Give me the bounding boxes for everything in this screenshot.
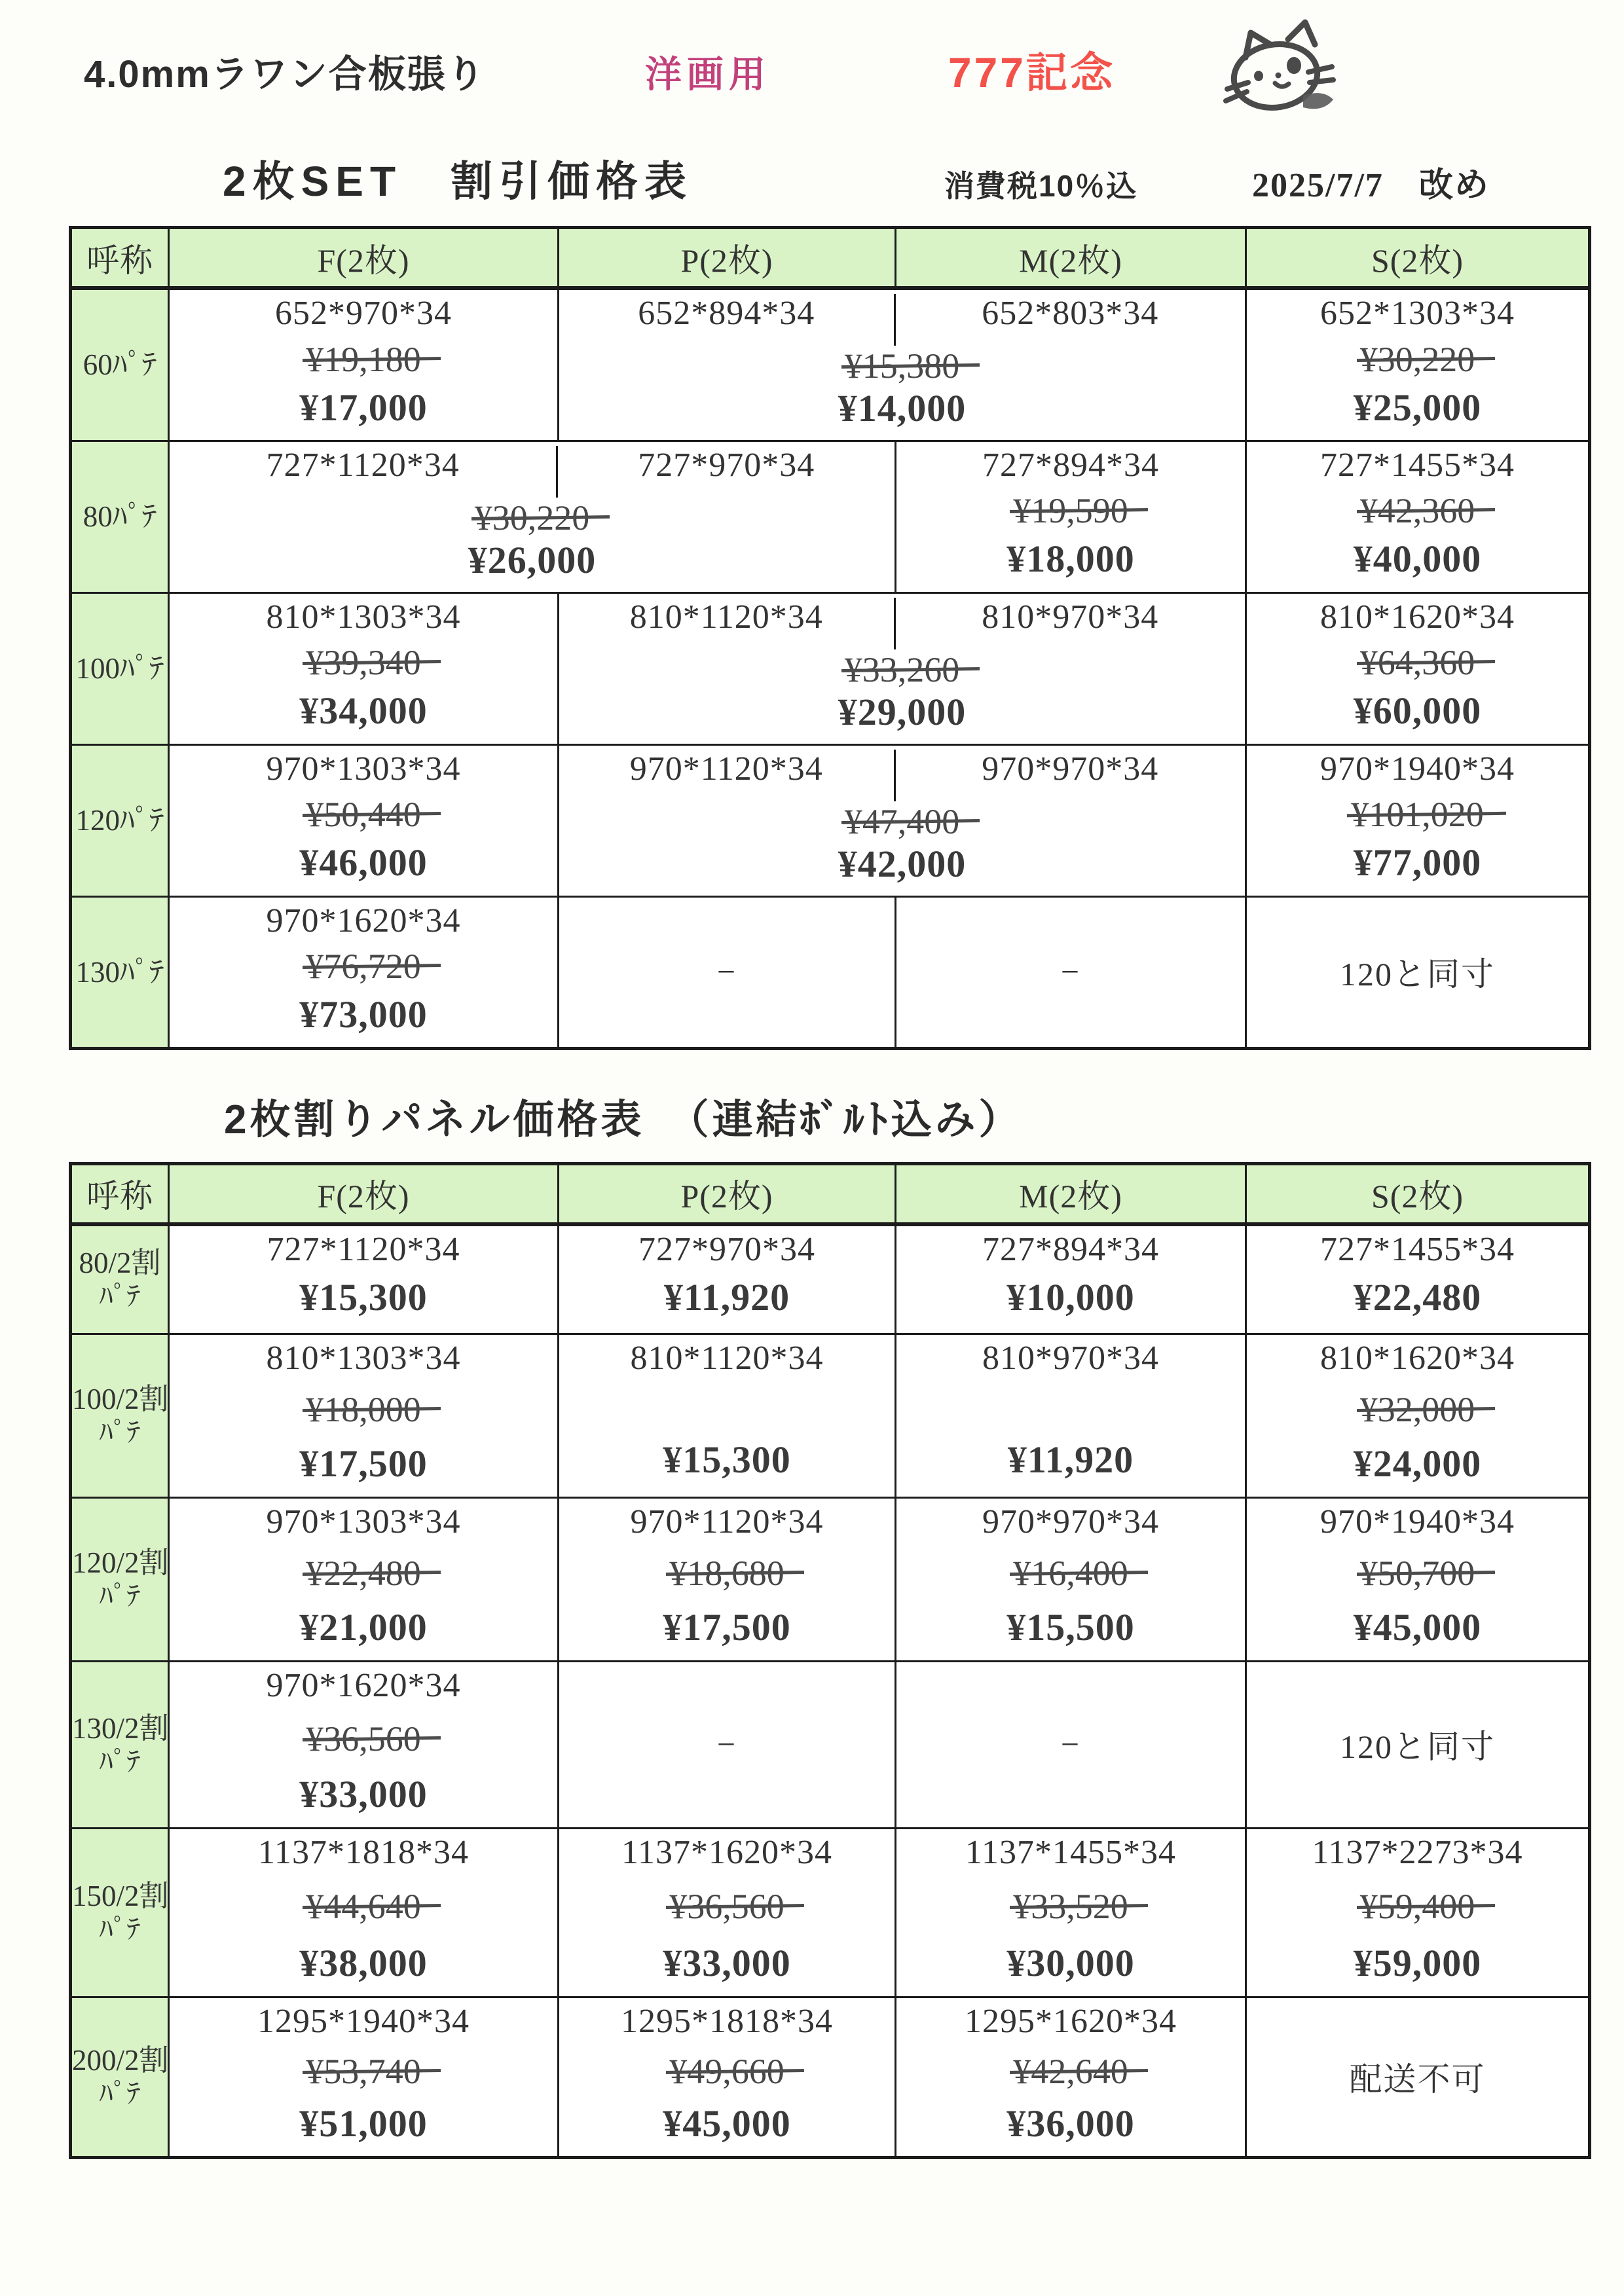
old-price-value: ¥33,260 [844, 649, 960, 689]
panel-dimensions: 1137*1620*34 [621, 1834, 833, 1871]
page-title: 4.0mmラワン合板張り [84, 53, 486, 96]
cell-content [170, 898, 557, 1046]
revision-date: 2025/7/7 改め [1252, 167, 1490, 204]
price-cell [559, 896, 896, 1048]
old-price-struck [170, 1886, 557, 1927]
old-price-value: ¥42,640 [1013, 2051, 1128, 2091]
use-type-label: 洋画用 [645, 54, 771, 95]
table-row [71, 1997, 1590, 2158]
split-panel-price-table [69, 1162, 1591, 2160]
panel-dimensions: 727*1120*34 [170, 446, 558, 498]
column-header: F(2枚) [169, 1163, 559, 1224]
cell-content [1247, 1335, 1588, 1495]
current-price: ¥77,000 [1353, 841, 1482, 884]
old-price-value: ¥18,680 [669, 1554, 784, 1593]
price-cell [896, 1224, 1246, 1334]
old-price-value: ¥19,590 [1013, 490, 1128, 530]
cell-content [170, 442, 895, 590]
cell-content [559, 1829, 895, 1994]
cell-content [1247, 442, 1588, 590]
cell-content [1247, 1499, 1588, 1658]
panel-dimensions: 727*1455*34 [1320, 1230, 1515, 1268]
panel-dimensions: 727*970*34 [638, 1230, 815, 1268]
cell-content [1247, 594, 1588, 742]
old-price-value: ¥49,660 [669, 2051, 784, 2091]
old-price-struck [896, 1553, 1245, 1594]
row-label [71, 1498, 169, 1662]
column-header: P(2枚) [559, 1163, 896, 1224]
table-row [71, 288, 1590, 441]
dimension-pair [559, 750, 1245, 801]
table-row [71, 1498, 1590, 1662]
panel-dimensions: 810*1620*34 [1320, 598, 1515, 636]
price-cell [559, 1997, 896, 2158]
panel-dimensions: 970*1940*34 [1320, 1503, 1515, 1540]
row-label [71, 744, 169, 896]
panel-dimensions: 970*970*34 [982, 750, 1159, 788]
current-price: ¥46,000 [299, 841, 428, 884]
old-price-struck [170, 1719, 557, 1759]
price-cell [559, 1334, 896, 1498]
price-cell [169, 441, 896, 592]
current-price: ¥25,000 [1353, 386, 1482, 429]
old-price-value: ¥76,720 [306, 946, 421, 986]
old-price-struck [170, 794, 557, 835]
old-price-struck [1247, 1886, 1588, 1927]
old-price-struck [170, 498, 895, 538]
price-cell [169, 1662, 559, 1829]
old-price-struck [1247, 1389, 1588, 1430]
price-cell [169, 896, 559, 1048]
table-body [71, 1224, 1590, 2158]
old-price-value: ¥44,640 [306, 1887, 421, 1926]
anniversary-label: 777記念 [948, 49, 1115, 96]
row-label-line: ﾊﾟﾃ [99, 1747, 141, 1777]
table-row [71, 896, 1590, 1048]
panel-dimensions: 652*894*34 [559, 294, 896, 346]
price-cell [559, 1662, 896, 1829]
old-price-value: ¥59,400 [1359, 1887, 1475, 1926]
panel-dimensions: 1137*1455*34 [965, 1834, 1177, 1871]
old-price-struck [1247, 794, 1588, 835]
cell-note: − [716, 1725, 737, 1762]
current-price: ¥42,000 [838, 842, 967, 885]
current-price: ¥15,500 [1006, 1606, 1135, 1649]
current-price: ¥59,000 [1353, 1942, 1482, 1984]
row-label-line: ﾊﾟﾃ [99, 1418, 141, 1449]
panel-dimensions: 810*970*34 [982, 598, 1159, 636]
row-label-line: 120ﾊﾟﾃ [75, 804, 164, 837]
panel-dimensions: 970*1940*34 [1320, 750, 1515, 788]
column-header: M(2枚) [896, 1163, 1246, 1224]
current-price: ¥14,000 [838, 387, 967, 429]
table-row [71, 1224, 1590, 1334]
old-price-value: ¥39,340 [306, 642, 421, 682]
cell-content [1247, 1662, 1588, 1825]
cell-content [170, 1998, 557, 2155]
column-header: M(2枚) [896, 228, 1246, 289]
price-cell [559, 744, 1246, 896]
current-price: ¥17,500 [299, 1442, 428, 1485]
table-row [71, 1829, 1590, 1997]
panel-dimensions: 970*1303*34 [266, 750, 461, 788]
cell-note: − [1060, 953, 1081, 990]
old-price-value: ¥32,000 [1359, 1390, 1475, 1429]
old-price-struck [896, 1886, 1245, 1927]
old-price-value: ¥42,360 [1359, 490, 1475, 530]
current-price: ¥38,000 [299, 1942, 428, 1984]
table-row [71, 1662, 1590, 1829]
cell-content [170, 1662, 557, 1825]
cell-content [559, 1662, 895, 1825]
panel-dimensions: 652*970*34 [275, 295, 452, 332]
current-price: ¥33,000 [663, 1942, 791, 1984]
cell-content [1247, 290, 1588, 439]
old-price-struck [896, 2051, 1245, 2092]
cell-note: 120と同寸 [1340, 955, 1495, 993]
cell-content [896, 1662, 1245, 1825]
price-cell [896, 1829, 1246, 1997]
old-price-value: ¥101,020 [1351, 794, 1484, 834]
old-price-value: ¥36,560 [669, 1887, 784, 1926]
panel-dimensions: 810*1303*34 [266, 598, 461, 636]
old-price-struck [559, 649, 1245, 690]
row-label-line: ﾊﾟﾃ [99, 1282, 141, 1313]
row-label-line: 80/2割 [79, 1247, 161, 1280]
table-row [71, 1334, 1590, 1498]
price-cell [896, 1997, 1246, 2158]
price-cell [1246, 592, 1590, 744]
cell-content [896, 1226, 1245, 1332]
price-cell [169, 1829, 559, 1997]
table-row [71, 441, 1590, 592]
old-price-value: ¥33,520 [1013, 1887, 1128, 1926]
current-price: ¥24,000 [1353, 1442, 1482, 1485]
old-price-value: ¥15,380 [844, 346, 960, 386]
panel-dimensions: 810*1620*34 [1320, 1339, 1515, 1377]
price-cell [1246, 1224, 1590, 1334]
cell-content [896, 1335, 1245, 1495]
panel-dimensions: 652*1303*34 [1320, 295, 1515, 332]
price-cell [1246, 1334, 1590, 1498]
panel-dimensions: 1295*1818*34 [621, 2003, 833, 2040]
price-cell [169, 1997, 559, 2158]
cell-content [896, 898, 1245, 1046]
row-label-line: 130/2割 [72, 1711, 169, 1745]
cell-content [170, 1829, 557, 1994]
current-price: ¥51,000 [299, 2102, 428, 2145]
cell-note: 120と同寸 [1340, 1728, 1495, 1765]
price-cell [559, 592, 1246, 744]
column-header: 呼称 [71, 228, 169, 289]
price-cell [559, 288, 1246, 441]
price-cell [1246, 896, 1590, 1048]
current-price: ¥40,000 [1353, 537, 1482, 580]
page-header [0, 0, 1624, 226]
current-price: ¥17,500 [663, 1606, 791, 1649]
current-price: ¥45,000 [663, 2102, 791, 2145]
current-price: ¥73,000 [299, 993, 428, 1036]
row-label [71, 1829, 169, 1997]
cell-content [1247, 746, 1588, 894]
current-price: ¥11,920 [663, 1275, 790, 1319]
price-cell [896, 441, 1246, 592]
old-price-value: ¥36,560 [306, 1719, 421, 1758]
panel-dimensions: 727*894*34 [982, 1230, 1159, 1268]
panel-dimensions: 970*970*34 [982, 1503, 1159, 1540]
current-price: ¥11,920 [1007, 1438, 1134, 1481]
panel-dimensions: 970*1120*34 [630, 1503, 824, 1540]
old-price-struck [1247, 642, 1588, 683]
table2-title: 2枚割りパネル価格表 （連結ﾎﾞﾙﾄ込み） [224, 1097, 1023, 1142]
price-cell [896, 896, 1246, 1048]
row-label [71, 592, 169, 744]
row-label [71, 1662, 169, 1829]
cell-content [1247, 898, 1588, 1046]
old-price-struck [170, 339, 557, 380]
panel-dimensions: 1295*1620*34 [965, 2003, 1177, 2040]
old-price-struck [1247, 339, 1588, 380]
cell-content [170, 746, 557, 894]
old-price-struck [1247, 1553, 1588, 1594]
old-price-value: ¥30,220 [1359, 339, 1475, 379]
panel-dimensions: 727*894*34 [982, 446, 1159, 484]
panel-dimensions: 970*1303*34 [266, 1503, 461, 1540]
current-price: ¥15,300 [663, 1438, 791, 1481]
price-cell [169, 592, 559, 744]
cell-content [559, 1998, 895, 2155]
current-price: ¥34,000 [299, 689, 428, 732]
current-price: ¥33,000 [299, 1773, 428, 1815]
price-cell [169, 744, 559, 896]
old-price-struck [559, 1886, 895, 1927]
table-header [71, 228, 1590, 289]
cell-content [1247, 1226, 1588, 1332]
price-cell [169, 1224, 559, 1334]
price-cell [896, 1498, 1246, 1662]
column-header: S(2枚) [1246, 1163, 1590, 1224]
cell-content [1247, 1998, 1588, 2155]
price-cell [559, 1829, 896, 1997]
price-cell [169, 1498, 559, 1662]
dimension-pair [559, 598, 1245, 649]
old-price-struck [559, 801, 1245, 842]
old-price-value: ¥30,220 [474, 498, 590, 538]
cell-content [896, 442, 1245, 590]
panel-dimensions: 810*970*34 [982, 1339, 1159, 1377]
column-header: 呼称 [71, 1163, 169, 1224]
old-price-struck [170, 1389, 557, 1430]
old-price-struck [170, 1553, 557, 1594]
row-label-line: ﾊﾟﾃ [99, 1915, 141, 1946]
old-price-struck [1247, 490, 1588, 531]
panel-dimensions: 727*1120*34 [267, 1230, 460, 1268]
old-price-value: ¥50,440 [306, 794, 421, 834]
current-price: ¥29,000 [838, 690, 967, 733]
row-label-line: 130ﾊﾟﾃ [75, 955, 164, 989]
old-price-struck [559, 346, 1245, 386]
row-label [71, 1997, 169, 2158]
cell-content [170, 594, 557, 742]
cell-content [896, 1829, 1245, 1994]
panel-dimensions: 810*1120*34 [559, 598, 896, 649]
panel-dimensions: 652*803*34 [982, 295, 1159, 332]
current-price: ¥36,000 [1006, 2102, 1135, 2145]
cell-note: − [716, 953, 737, 990]
current-price: ¥30,000 [1006, 1942, 1135, 1984]
dimension-pair [559, 294, 1245, 346]
panel-dimensions: 1137*2273*34 [1312, 1834, 1523, 1871]
old-price-struck [559, 2051, 895, 2092]
price-cell [1246, 1997, 1590, 2158]
header-row [71, 228, 1590, 289]
cell-content [559, 1335, 895, 1495]
row-label-line: ﾊﾟﾃ [99, 2079, 141, 2110]
cell-content [170, 1226, 557, 1332]
old-price-struck [559, 1553, 895, 1594]
panel-dimensions: 970*1620*34 [266, 902, 461, 939]
row-label-line: 100ﾊﾟﾃ [75, 652, 164, 685]
cell-content [559, 746, 1245, 894]
row-label-line: 120/2割 [72, 1546, 169, 1580]
cell-content [1247, 1829, 1588, 1994]
price-cell [1246, 1498, 1590, 1662]
price-cell [1246, 1662, 1590, 1829]
row-label [71, 1224, 169, 1334]
cell-content [559, 1226, 895, 1332]
old-price-struck [170, 642, 557, 683]
row-label-line: 80ﾊﾟﾃ [83, 500, 157, 533]
cell-content [559, 1499, 895, 1658]
price-cell [1246, 744, 1590, 896]
current-price: ¥15,300 [299, 1275, 428, 1319]
current-price: ¥22,480 [1353, 1275, 1482, 1319]
table-row [71, 592, 1590, 744]
old-price-value: ¥53,740 [306, 2051, 421, 2091]
column-header: F(2枚) [169, 228, 559, 289]
row-label [71, 441, 169, 592]
cell-content [896, 1499, 1245, 1658]
panel-dimensions: 970*1620*34 [266, 1667, 461, 1704]
table-header [71, 1163, 1590, 1224]
current-price: ¥18,000 [1006, 537, 1135, 580]
cell-content [559, 594, 1245, 742]
cell-note: − [1060, 1725, 1081, 1762]
row-label-line: ﾊﾟﾃ [99, 1582, 141, 1613]
cat-doodle-icon [1210, 9, 1344, 119]
row-label-line: 60ﾊﾟﾃ [83, 348, 157, 382]
panel-dimensions: 727*970*34 [638, 446, 815, 484]
old-price-value: ¥16,400 [1013, 1554, 1128, 1593]
column-header: P(2枚) [559, 228, 896, 289]
old-price-struck [170, 946, 557, 987]
header-row [71, 1163, 1590, 1224]
cell-note: 配送不可 [1349, 2060, 1486, 2098]
old-price-value: ¥64,360 [1359, 642, 1475, 682]
old-price-value: ¥22,480 [306, 1554, 421, 1593]
cell-content [170, 1335, 557, 1495]
cell-content [170, 290, 557, 439]
current-price: ¥17,000 [299, 386, 428, 429]
price-cell [896, 1334, 1246, 1498]
current-price: ¥45,000 [1353, 1606, 1482, 1649]
price-cell [1246, 1829, 1590, 1997]
panel-dimensions: 1137*1818*34 [257, 1834, 470, 1871]
current-price: ¥60,000 [1353, 689, 1482, 732]
old-price-value: ¥19,180 [306, 339, 421, 379]
old-price-value: ¥18,000 [306, 1390, 421, 1429]
old-price-value: ¥47,400 [844, 801, 960, 841]
row-label-line: 150/2割 [72, 1880, 169, 1913]
price-cell [559, 1498, 896, 1662]
panel-dimensions: 1295*1940*34 [257, 2003, 470, 2040]
price-cell [1246, 441, 1590, 592]
panel-dimensions: 970*1120*34 [559, 750, 896, 801]
price-cell [1246, 288, 1590, 441]
current-price: ¥10,000 [1006, 1275, 1135, 1319]
column-header: S(2枚) [1246, 228, 1590, 289]
row-label [71, 896, 169, 1048]
current-price: ¥26,000 [468, 538, 597, 581]
set-discount-price-table [69, 226, 1591, 1050]
panel-dimensions: 810*1120*34 [630, 1339, 824, 1377]
price-cell [169, 288, 559, 441]
cell-content [559, 290, 1245, 439]
price-cell [559, 1224, 896, 1334]
panel-dimensions: 810*1303*34 [266, 1339, 461, 1377]
row-label [71, 1334, 169, 1498]
cell-content [170, 1499, 557, 1658]
row-label-line: 100/2割 [72, 1383, 169, 1416]
table-row [71, 744, 1590, 896]
table1-title: 2枚SET 割引価格表 [223, 158, 693, 205]
dimension-pair [170, 446, 895, 498]
price-cell [896, 1662, 1246, 1829]
cell-content [896, 1998, 1245, 2155]
table-body [71, 288, 1590, 1048]
current-price: ¥21,000 [299, 1606, 428, 1649]
price-cell [169, 1334, 559, 1498]
tax-note: 消費税10％込 [944, 169, 1138, 203]
panel-dimensions: 727*1455*34 [1320, 446, 1515, 484]
old-price-struck [896, 490, 1245, 531]
cell-content [559, 898, 895, 1046]
row-label-line: 200/2割 [72, 2044, 169, 2077]
row-label [71, 288, 169, 441]
old-price-value: ¥50,700 [1359, 1554, 1475, 1593]
old-price-struck [170, 2051, 557, 2092]
